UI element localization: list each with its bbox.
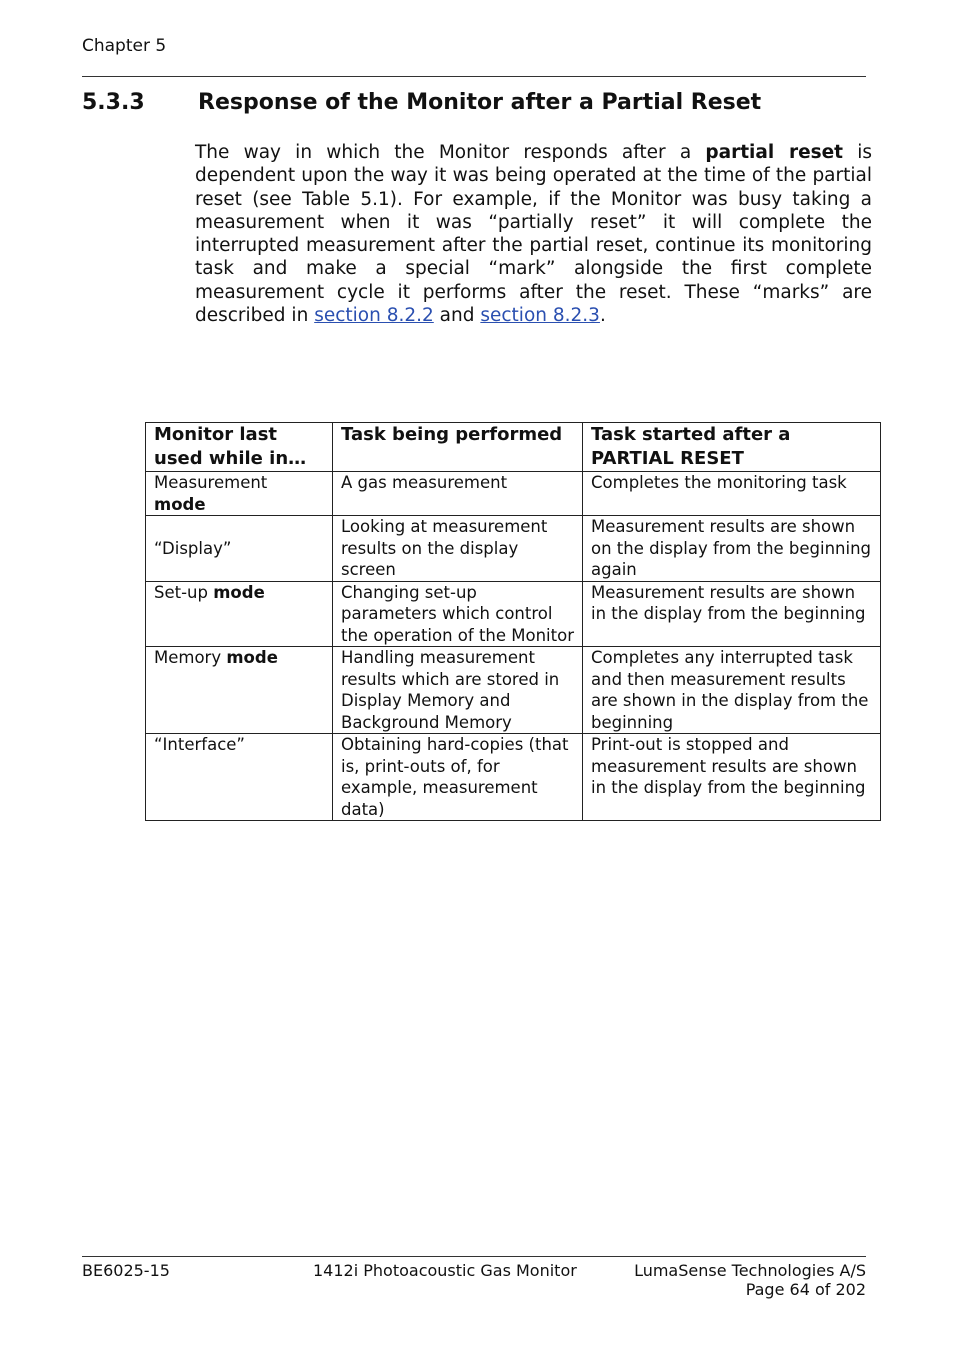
mode-cell: [146, 472, 333, 516]
mode-bold: mode: [154, 494, 206, 514]
after-reset-cell: Completes any interrupted task and then measurement results are shown in the display from the beginning: [583, 647, 881, 734]
column-header: Task started after a PARTIAL RESET: [583, 423, 881, 472]
mode-text: “Interface”: [154, 735, 245, 754]
task-cell: Obtaining hard-copies (that is, print-outs of, for example, measurement data): [333, 734, 583, 821]
mode-cell: [146, 581, 333, 647]
column-header: Monitor last used while in…: [146, 423, 333, 472]
mode-cell: [146, 734, 333, 821]
footer-doc-id: BE6025-15: [82, 1261, 170, 1280]
task-cell: Looking at measurement results on the display screen: [333, 516, 583, 582]
after-reset-cell: Measurement results are shown in the display from the beginning: [583, 581, 881, 647]
task-cell: Changing set-up parameters which control the operation of the Monitor: [333, 581, 583, 647]
section-title: Response of the Monitor after a Partial Reset: [198, 90, 762, 115]
table-row: [146, 516, 881, 582]
mode-cell: [146, 647, 333, 734]
section-heading: [82, 90, 761, 115]
table-row: [146, 472, 881, 516]
mode-text: Set-up: [154, 582, 214, 602]
section-8-2-2-link[interactable]: section 8.2.2: [314, 305, 434, 327]
partial-reset-table: [145, 422, 881, 821]
mode-bold: mode: [226, 648, 278, 667]
after-reset-cell: Print-out is stopped and measurement results are shown in the display from the beginning: [583, 734, 881, 821]
mode-bold: mode: [213, 582, 265, 602]
paragraph-text: is dependent upon the way it was being operated at the time of the partial reset (see Table 5.1). For example, if the Monitor was busy taking a measurement when it was “partially reset” it will complete the interrupted measurement after the partial reset, continue its monitoring task and make a special “mark” alongside the first complete measurement cycle it performs after the reset. These “marks” are described in: [195, 142, 872, 327]
after-reset-cell: Completes the monitoring task: [583, 472, 881, 516]
table-row: [146, 647, 881, 734]
footer-company-page: [634, 1261, 866, 1299]
paragraph-bold-term: partial reset: [705, 142, 844, 163]
mode-text: Measurement: [154, 473, 268, 492]
mode-cell: [146, 516, 333, 582]
header-divider: [82, 76, 866, 77]
table-row: [146, 581, 881, 647]
paragraph-text: The way in which the Monitor responds after a: [195, 142, 706, 163]
section-number: 5.3.3: [82, 90, 145, 115]
chapter-header: Chapter 5: [82, 36, 167, 56]
task-cell: Handling measurement results which are stored in Display Memory and Background Memory: [333, 647, 583, 734]
footer-page-number: Page 64 of 202: [745, 1280, 866, 1299]
body-paragraph: [195, 141, 872, 327]
paragraph-text: and: [433, 305, 481, 327]
table-header-row: [146, 423, 881, 472]
column-header: Task being performed: [333, 423, 583, 472]
task-cell: A gas measurement: [333, 472, 583, 516]
footer-divider: [82, 1256, 866, 1257]
after-reset-cell: Measurement results are shown on the display from the beginning again: [583, 516, 881, 582]
table-row: [146, 734, 881, 821]
footer-company: LumaSense Technologies A/S: [634, 1261, 866, 1280]
paragraph-text: .: [599, 305, 606, 327]
footer-product: 1412i Photoacoustic Gas Monitor: [313, 1261, 577, 1280]
mode-text: “Display”: [154, 538, 232, 558]
section-8-2-3-link[interactable]: section 8.2.3: [480, 305, 600, 327]
mode-text: Memory: [154, 648, 227, 667]
